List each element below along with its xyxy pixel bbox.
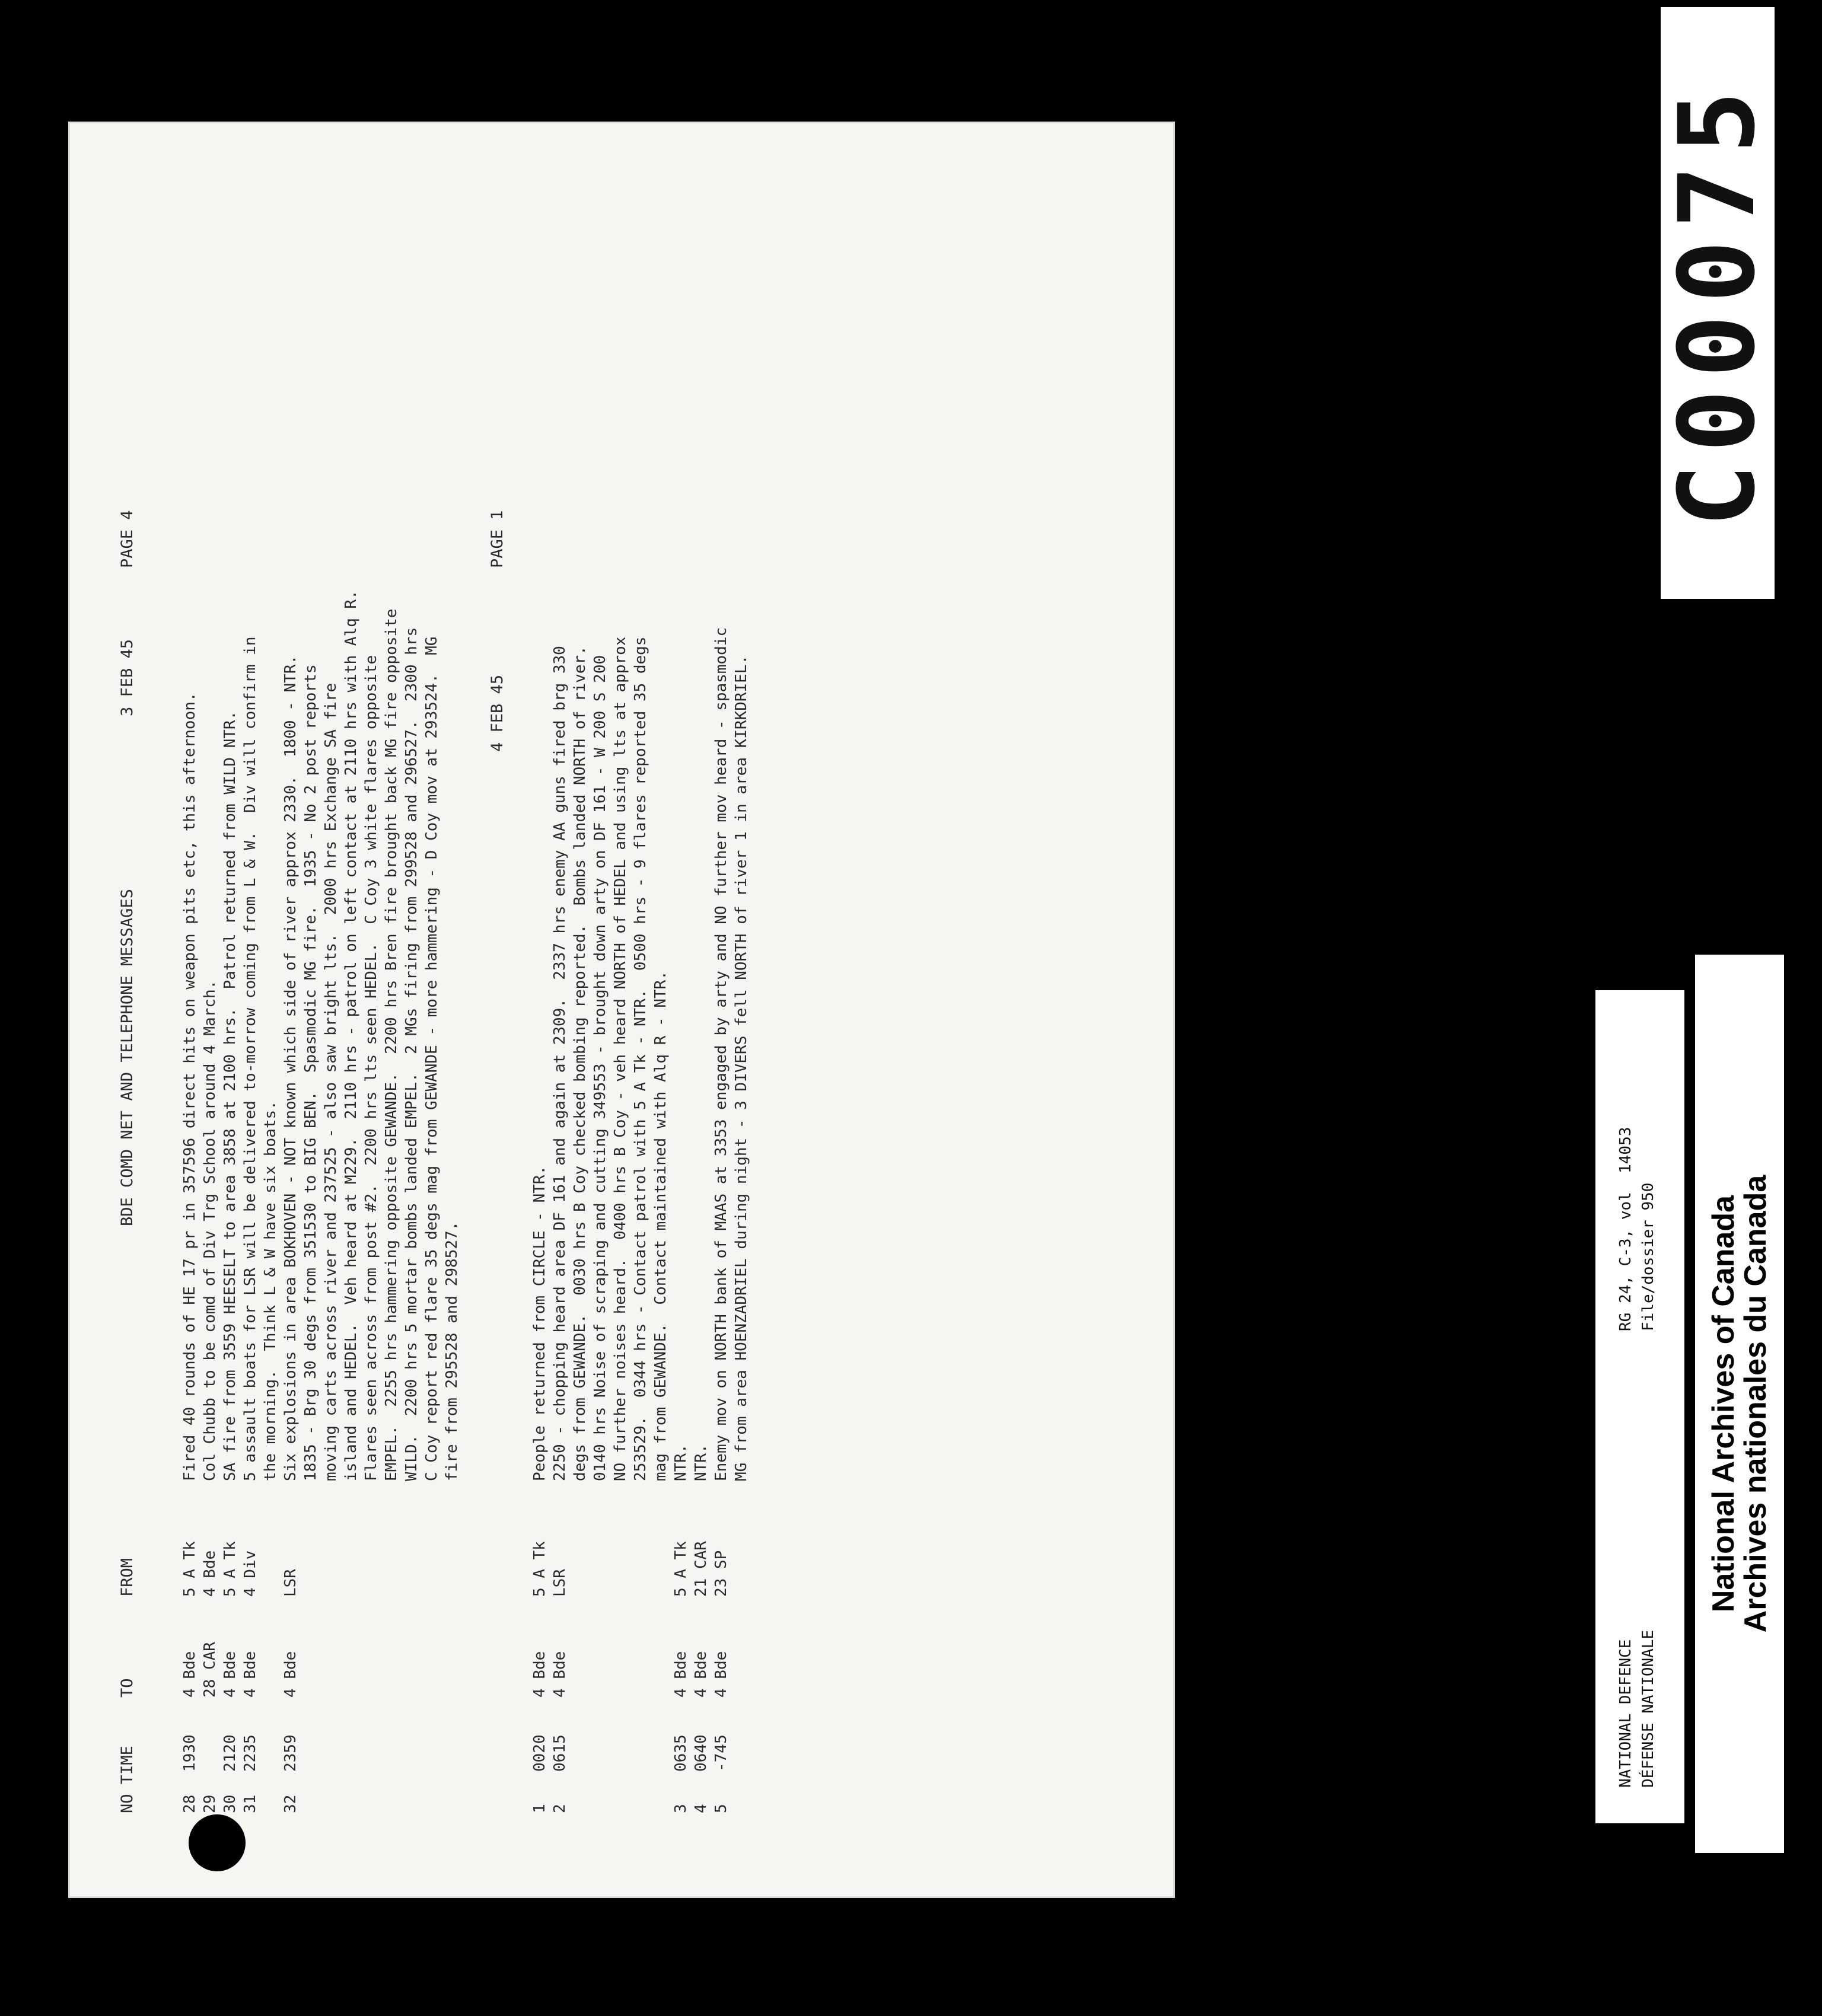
message-text: WILD. 2200 hrs 5 mortar bombs landed EMPEL. 2 MGs firing from 299528 and 296527. 2300 hrs: [403, 627, 421, 1481]
message-text: Col Chubb to be comd of Div Trg School around 4 March.: [201, 980, 219, 1481]
message-to: 4 Bde: [241, 1651, 259, 1698]
message-number: 32: [282, 1794, 300, 1813]
message-time: 1930: [181, 1734, 199, 1772]
message-number: 31: [241, 1794, 259, 1813]
message-text: Flares seen across from post #2. 2200 hrs lts seen HEDEL. C Coy 3 white flares opposite: [362, 655, 380, 1481]
date-heading-1: 3 FEB 45: [118, 639, 136, 716]
message-from: 5 A Tk: [221, 1541, 239, 1597]
message-from: LSR: [282, 1569, 300, 1597]
ref-volume: RG 24, C-3, vol 14053: [1617, 1127, 1635, 1331]
message-time: 0640: [692, 1734, 710, 1772]
message-to: 4 Bde: [531, 1651, 549, 1698]
message-number: 30: [221, 1794, 239, 1813]
message-from: 21 CAR: [692, 1541, 710, 1597]
message-text: MG from area HOENZADRIEL during night - 3 DIVERS fell NORTH of river 1 in area KIRKDRIEL.: [732, 655, 750, 1481]
message-text: mag from GEWANDE. Contact maintained with Alq R - NTR.: [652, 971, 670, 1481]
message-text: Six explosions in area BOKHOVEN - NOT known which side of river approx 2330. 1800 - NTR.: [282, 655, 300, 1481]
message-from: 4 Bde: [201, 1550, 219, 1597]
punch-hole: [189, 1814, 246, 1871]
message-time: 2359: [282, 1734, 300, 1772]
document-card: [68, 122, 1175, 1898]
message-to: 28 CAR: [201, 1642, 219, 1698]
archive-name-english: National Archives of Canada: [1706, 1195, 1741, 1613]
date-heading-2: 4 FEB 45: [488, 674, 507, 752]
ref-dept-fr: DÉFENSE NATIONALE: [1639, 1629, 1657, 1788]
ref-file: File/dossier 950: [1639, 1182, 1657, 1331]
message-text: the morning. Think L & W have six boats.: [262, 1100, 279, 1481]
message-text: 0140 hrs Noise of scraping and cutting 349553 - brought down arty on DF 161 - W 200 S 200: [591, 655, 609, 1481]
message-number: 29: [201, 1794, 219, 1813]
message-number: 5: [712, 1804, 730, 1813]
message-text: fire from 295528 and 298527.: [443, 1221, 461, 1481]
message-from: 5 A Tk: [672, 1541, 690, 1597]
document-title: BDE COMD NET AND TELEPHONE MESSAGES: [118, 889, 136, 1226]
frame-number: C00075: [1657, 79, 1778, 527]
message-text: 1835 - Brg 30 degs from 351530 to BIG BEN. Spasmodic MG fire. 1935 - No 2 post reports: [302, 664, 320, 1481]
message-text: 253529. 0344 hrs - Contact patrol with 5 A Tk - NTR. 0500 hrs - 9 flares reported 35 degs: [632, 636, 649, 1481]
message-time: 2120: [221, 1734, 239, 1772]
message-text: 2250 - chopping heard area DF 161 and again at 2309. 2337 hrs enemy AA guns fired brg 330: [551, 646, 569, 1481]
message-time: 2235: [241, 1734, 259, 1772]
message-text: C Coy report red flare 35 degs mag from GEWANDE - more hammering - D Coy mov at 293524. MG: [423, 636, 441, 1481]
message-number: 28: [181, 1794, 199, 1813]
message-text: Fired 40 rounds of HE 17 pr in 357596 direct hits on weapon pits etc, this afternoon.: [181, 692, 199, 1481]
message-time: -745: [712, 1734, 730, 1772]
message-text: EMPEL. 2255 hrs hammering opposite GEWANDE. 2200 hrs Bren fire brought back MG fire opposite: [383, 608, 400, 1481]
message-text: NTR.: [692, 1444, 710, 1481]
message-from: LSR: [551, 1569, 569, 1597]
header-from: FROM: [118, 1558, 136, 1597]
message-from: 4 Div: [241, 1550, 259, 1597]
page-number-2: PAGE 1: [488, 510, 507, 568]
message-to: 4 Bde: [672, 1651, 690, 1698]
message-to: 4 Bde: [282, 1651, 300, 1698]
message-time: 0020: [531, 1734, 549, 1772]
message-from: 23 SP: [712, 1550, 730, 1597]
archive-reference-label: [1595, 990, 1684, 1823]
message-text: island and HEDEL. Veh heard at M229. 2110 hrs - patrol on left contact at 2110 hrs with Alq R.: [342, 590, 360, 1481]
message-time: 0635: [672, 1734, 690, 1772]
message-text: degs from GEWANDE. 0030 hrs B Coy checked bombing reported. Bombs landed NORTH of river.: [571, 646, 589, 1481]
message-text: People returned from CIRCLE - NTR.: [531, 1165, 549, 1481]
archive-name-french: Archives nationales du Canada: [1738, 1175, 1773, 1633]
message-to: 4 Bde: [712, 1651, 730, 1698]
frame-number-strip: [1657, 7, 1778, 599]
message-time: 0615: [551, 1734, 569, 1772]
message-number: 3: [672, 1804, 690, 1813]
message-text: 5 assault boats for LSR will be delivered to-morrow coming from L & W. Div will confirm in: [241, 636, 259, 1481]
message-to: 4 Bde: [692, 1651, 710, 1698]
page-number-1: PAGE 4: [118, 510, 136, 568]
message-to: 4 Bde: [181, 1651, 199, 1698]
ref-dept-en: NATIONAL DEFENCE: [1617, 1639, 1635, 1788]
message-text: SA fire from 3559 HEESELT to area 3858 at 2100 hrs. Patrol returned from WILD NTR.: [221, 710, 239, 1481]
message-to: 4 Bde: [221, 1651, 239, 1698]
header-no-time: NO TIME: [118, 1746, 136, 1813]
national-archives-label: [1695, 955, 1784, 1853]
message-text: NO further noises heard. 0400 hrs B Coy - veh heard NORTH of HEDEL and using lts at approx: [611, 636, 629, 1481]
message-text: NTR.: [672, 1444, 690, 1481]
message-text: moving carts across river and 237525 - also saw bright lts. 2000 hrs Exchange SA fire: [322, 682, 340, 1481]
message-from: 5 A Tk: [181, 1541, 199, 1597]
message-number: 2: [551, 1804, 569, 1813]
message-text: Enemy mov on NORTH bank of MAAS at 3353 engaged by arty and NO further mov heard - spasmodic: [712, 627, 730, 1481]
message-number: 4: [692, 1804, 710, 1813]
message-to: 4 Bde: [551, 1651, 569, 1698]
message-number: 1: [531, 1804, 549, 1813]
header-to: TO: [118, 1678, 136, 1698]
message-from: 5 A Tk: [531, 1541, 549, 1597]
document-content: [70, 123, 1173, 1896]
